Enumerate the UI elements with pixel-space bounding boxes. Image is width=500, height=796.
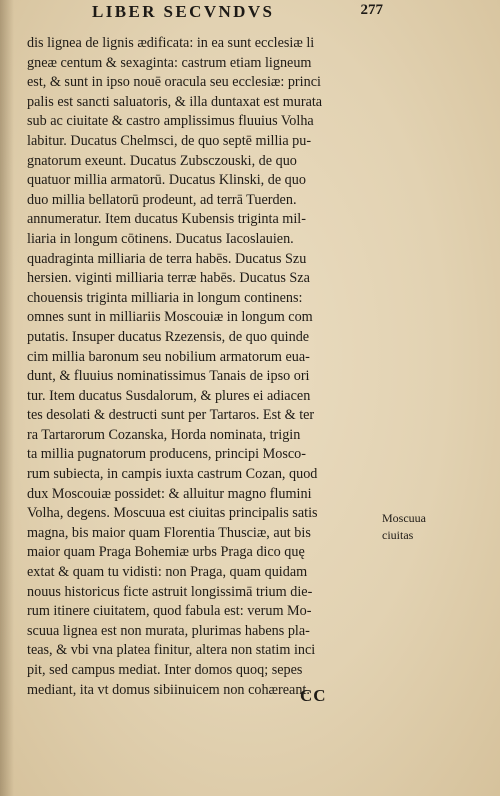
text-line: mediant, ita vt domus sibiinuicem non cohæreant. <box>27 681 310 698</box>
text-line: annumeratur. Item ducatus Kubensis triginta mil- <box>27 211 306 228</box>
text-line: nouus historicus ficte astruit longissimā trium die- <box>27 583 313 600</box>
text-line: cim millia baronum seu nobilium armatorum eua- <box>27 348 310 365</box>
running-head <box>92 2 382 26</box>
text-line: ra Tartarorum Cozanska, Horda nominata, trigin <box>27 426 301 443</box>
text-line: est, & sunt in ipso nouē oracula seu ecclesiæ: princi <box>27 74 321 91</box>
gutter-shadow <box>0 0 14 796</box>
text-line: rum itinere ciuitatem, quod fabula est: verum Mo- <box>27 603 312 620</box>
running-title: LIBER SECVNDVS <box>92 2 275 21</box>
text-line: tes desolati & destructi sunt per Tartaros. Est & ter <box>27 407 315 424</box>
text-line: Volha, degens. Moscuua est ciuitas principalis satis <box>27 505 318 522</box>
text-line: hersien. viginti milliaria terræ habēs. Ducatus Sza <box>27 270 310 287</box>
text-line: ta millia pugnatorum producens, principi Mosco- <box>27 446 306 463</box>
text-line: sub ac ciuitate & castro amplissimus fluuius Volha <box>27 113 314 130</box>
text-line: liaria in longum cōtinens. Ducatus Iacoslauien. <box>27 230 294 247</box>
text-line: gneæ centum & sexaginta: castrum etiam ligneum <box>27 54 312 71</box>
signature-mark: CC <box>300 686 327 705</box>
text-line: pit, sed campus mediat. Inter domos quoq; sepes <box>27 662 303 678</box>
text-line: dis lignea de lignis ædificata: in ea sunt ecclesiæ li <box>27 35 315 51</box>
page-number: 277 <box>360 2 383 18</box>
text-line: dux Moscouiæ possidet: & alluitur magno flumini <box>27 485 312 502</box>
text-line: duo millia bellatorū prodeunt, ad terrā Tuerden. <box>27 191 297 208</box>
text-line: scuua lignea est non murata, plurimas habens pla- <box>27 622 310 639</box>
main-text <box>27 34 375 700</box>
text-line: magna, bis maior quam Florentia Thusciæ, aut bis <box>27 524 311 541</box>
text-line: palis est sancti saluatoris, & illa duntaxat est murata <box>27 93 323 110</box>
margin-note-line: ciuitas <box>382 528 414 542</box>
margin-note-line: Moscuua <box>382 511 426 525</box>
text-line: maior quam Praga Bohemiæ urbs Praga dico quę <box>27 544 305 561</box>
text-line: rum subiecta, in campis iuxta castrum Cozan, quod <box>27 466 318 483</box>
text-line: teas, & vbi vna platea finitur, altera non statim inci <box>27 642 316 659</box>
text-line: omnes sunt in milliariis Moscouiæ in longum com <box>27 309 313 326</box>
text-line: extat & quam tu vidisti: non Praga, quam quidam <box>27 564 308 581</box>
text-line: quatuor millia armatorū. Ducatus Klinski, de quo <box>27 172 306 189</box>
text-line: chouensis triginta milliaria in longum continens: <box>27 289 303 306</box>
text-line: tur. Item ducatus Susdalorum, & plures ei adiacen <box>27 387 311 404</box>
margin-note <box>382 510 478 544</box>
text-line: labitur. Ducatus Chelmsci, de quo septē millia pu- <box>27 132 312 149</box>
text-line: putatis. Insuper ducatus Rzezensis, de quo quinde <box>27 328 310 345</box>
text-line: dunt, & fluuius nominatissimus Tanais de ipso ori <box>27 368 310 385</box>
text-line: quadraginta milliaria de terra habēs. Ducatus Szu <box>27 250 307 267</box>
text-line: gnatorum exeunt. Ducatus Zubsczouski, de quo <box>27 152 297 169</box>
